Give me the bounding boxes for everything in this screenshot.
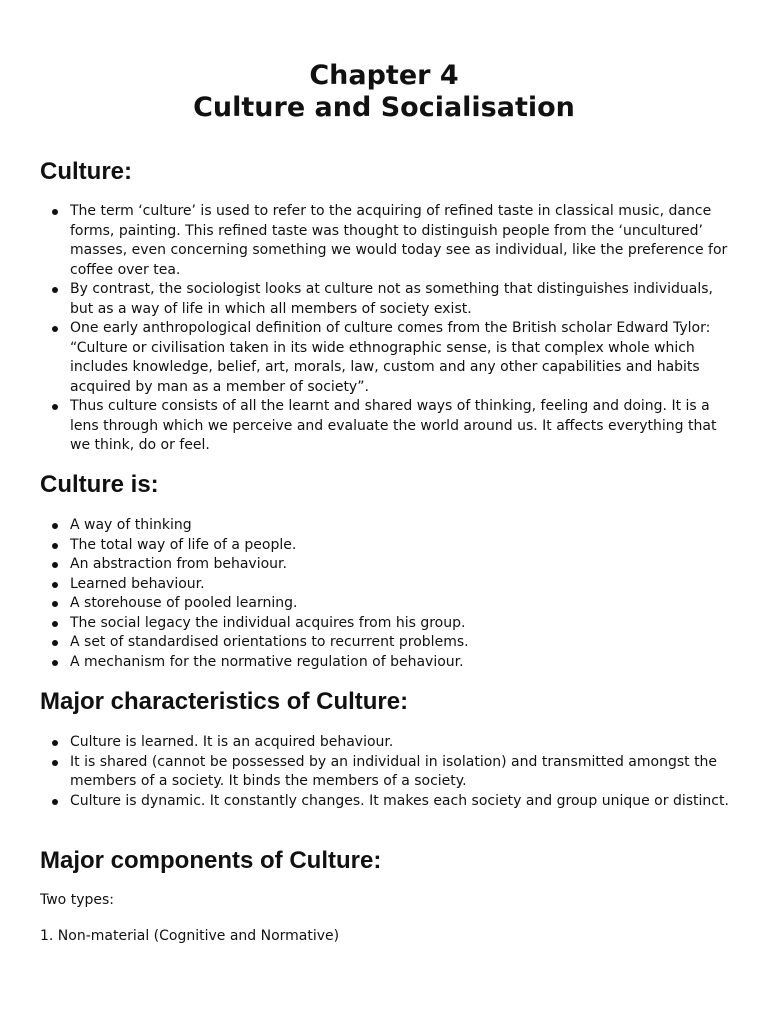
chapter-number: Chapter 4 (309, 60, 459, 91)
chapter-name: Culture and Socialisation (193, 92, 575, 123)
list-item: By contrast, the sociologist looks at culture not as something that distinguishes individuals, but as a way of life in which all members of society exist. (40, 280, 730, 319)
list-item: The social legacy the individual acquires from his group. (40, 614, 730, 634)
list-item: Thus culture consists of all the learnt and shared ways of thinking, feeling and doing. It is a lens through which we perceive and evaluate the world around us. It affects everything that we think, do or feel. (40, 397, 730, 456)
list-item: Culture is dynamic. It constantly changes. It makes each society and group unique or distinct. (40, 792, 730, 812)
characteristics-list (40, 733, 730, 811)
list-item: It is shared (cannot be possessed by an individual in isolation) and transmitted amongst the members of a society. It binds the members of a society. (40, 753, 730, 792)
section-heading-components: Major components of Culture: (40, 847, 382, 874)
list-item: An abstraction from behaviour. (40, 555, 730, 575)
culture-definition-list (40, 202, 730, 456)
section-heading-culture: Culture: (40, 158, 132, 185)
list-item: A mechanism for the normative regulation of behaviour. (40, 653, 730, 673)
culture-is-list (40, 516, 730, 672)
components-type-1: 1. Non-material (Cognitive and Normative) (40, 928, 340, 944)
list-item: One early anthropological definition of culture comes from the British scholar Edward Tylor: “Culture or civilisation taken in its wide ethnographic sense, is that complex whole which includes knowledge, belief, art, morals, law, custom and any other capabilities and habits acquired by man as a member of society”. (40, 319, 730, 397)
list-item: A storehouse of pooled learning. (40, 594, 730, 614)
list-item: The term ‘culture’ is used to refer to the acquiring of refined taste in classical music, dance forms, painting. This refined taste was thought to distinguish people from the ‘uncultured’ masses, even concerning something we would today see as individual, like the preference for coffee over tea. (40, 202, 730, 280)
list-item: The total way of life of a people. (40, 536, 730, 556)
list-item: Culture is learned. It is an acquired behaviour. (40, 733, 730, 753)
section-heading-characteristics: Major characteristics of Culture: (40, 688, 409, 715)
section-heading-culture-is: Culture is: (40, 471, 159, 498)
list-item: A set of standardised orientations to recurrent problems. (40, 633, 730, 653)
chapter-title (0, 60, 768, 124)
components-intro: Two types: (40, 892, 114, 908)
list-item: A way of thinking (40, 516, 730, 536)
list-item: Learned behaviour. (40, 575, 730, 595)
